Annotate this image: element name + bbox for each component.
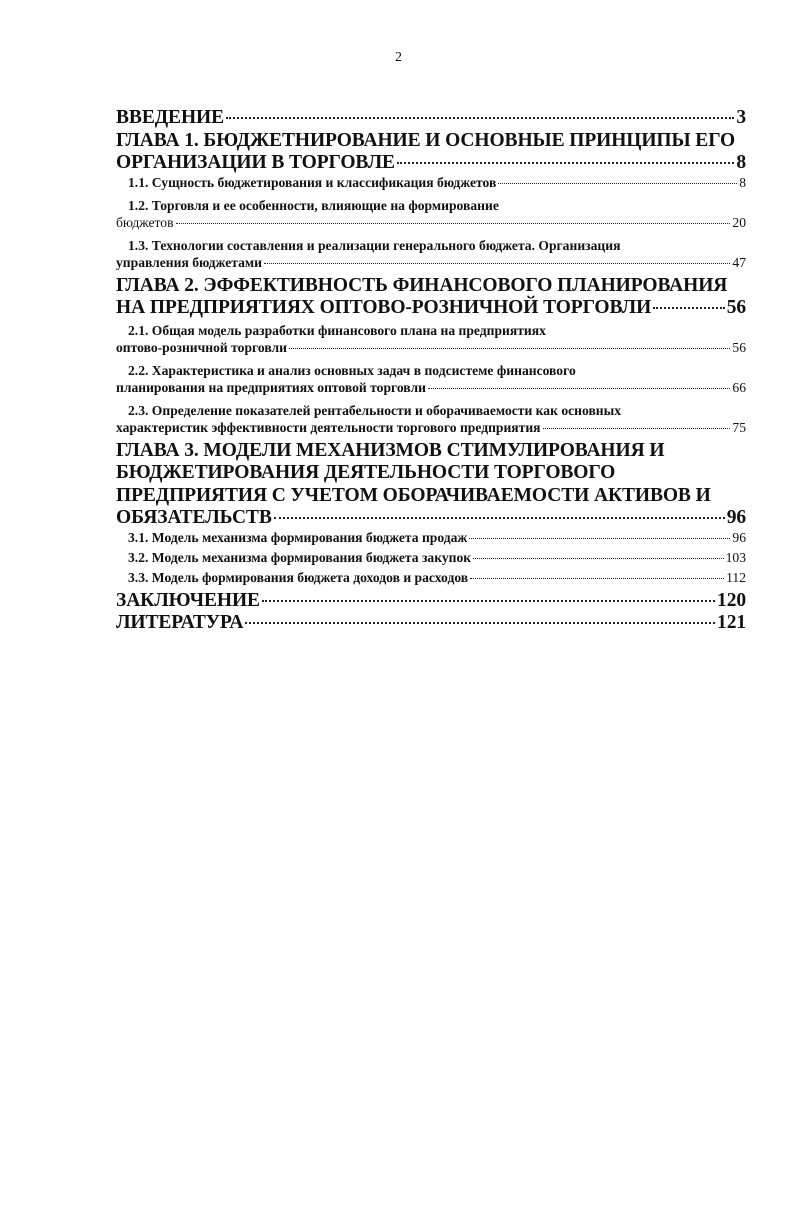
toc-entry-section-2-3[interactable] [116, 401, 746, 441]
toc-line [116, 153, 746, 176]
toc-entry-section-3-1[interactable] [116, 531, 746, 551]
toc-entry-title: 1.1. Сущность бюджетирования и классификация бюджетов [128, 174, 497, 190]
toc-line [128, 321, 746, 341]
toc-page-number: 103 [725, 549, 746, 565]
dot-leader [428, 388, 730, 389]
toc-page-number: 75 [732, 419, 746, 435]
dot-leader [245, 622, 715, 624]
toc-entry-literature[interactable] [116, 613, 746, 636]
dot-leader [473, 558, 723, 559]
toc-line [116, 381, 746, 401]
toc-entry-title: ОБЯЗАТЕЛЬСТВ [116, 507, 272, 528]
dot-leader [262, 600, 715, 602]
dot-leader [289, 348, 730, 349]
toc-entry-section-1-2[interactable] [116, 196, 746, 236]
toc-entry-conclusion[interactable] [116, 591, 746, 614]
toc-line [128, 571, 746, 591]
toc-line [116, 131, 746, 154]
dot-leader [397, 162, 734, 164]
toc-entry-title: НА ПРЕДПРИЯТИЯХ ОПТОВО-РОЗНИЧНОЙ ТОРГОВЛИ [116, 297, 652, 318]
toc-entry-title: ГЛАВА 3. МОДЕЛИ МЕХАНИЗМОВ СТИМУЛИРОВАНИЯ И [116, 439, 665, 461]
toc-entry-title: характеристик эффективности деятельности торгового предприятия [116, 419, 541, 435]
toc-entry-title: ЗАКЛЮЧЕНИЕ [116, 589, 260, 611]
toc-line [128, 236, 746, 256]
toc-entry-section-1-1[interactable] [116, 176, 746, 196]
toc-line [116, 486, 746, 509]
toc-entry-title: ПРЕДПРИЯТИЯ С УЧЕТОМ ОБОРАЧИВАЕМОСТИ АКТИВОВ И [116, 484, 711, 506]
dot-leader [264, 263, 730, 264]
toc-line [128, 361, 746, 381]
toc-entry-title: планирования на предприятиях оптовой торговли [116, 379, 426, 395]
dot-leader [226, 117, 734, 119]
table-of-contents [116, 108, 746, 636]
toc-line [128, 401, 746, 421]
toc-line [128, 176, 746, 196]
toc-entry-chapter-2[interactable] [116, 276, 746, 321]
toc-entry-title: 1.3. Технологии составления и реализации генерального бюджета. Организация [128, 237, 621, 253]
toc-entry-section-3-3[interactable] [116, 571, 746, 591]
toc-line [116, 463, 746, 486]
dot-leader [469, 538, 730, 539]
toc-page-number: 96 [732, 529, 746, 545]
toc-line [116, 421, 746, 441]
dot-leader [653, 307, 725, 309]
toc-page-number: 56 [726, 297, 746, 318]
toc-entry-title: ВВЕДЕНИЕ [116, 107, 224, 128]
toc-page-number: 8 [736, 152, 746, 173]
toc-entry-title: 2.3. Определение показателей рентабельности и оборачиваемости как основных [128, 402, 622, 418]
dot-leader [274, 517, 725, 519]
toc-page-number: 121 [717, 612, 746, 633]
toc-line [116, 256, 746, 276]
toc-line [128, 196, 746, 216]
toc-entry-section-1-3[interactable] [116, 236, 746, 276]
dot-leader [498, 183, 737, 184]
dot-leader [543, 428, 731, 429]
toc-page-number: 96 [726, 507, 746, 528]
toc-entry-title: 2.1. Общая модель разработки финансового плана на предприятиях [128, 322, 546, 338]
toc-entry-section-2-1[interactable] [116, 321, 746, 361]
toc-entry-title: 3.3. Модель формирования бюджета доходов и расходов [128, 569, 469, 585]
toc-entry-title: ЛИТЕРАТУРА [116, 612, 244, 633]
toc-page-number: 66 [732, 379, 746, 395]
toc-line [116, 341, 746, 361]
dot-leader [176, 223, 731, 224]
toc-entry-title: ГЛАВА 2. ЭФФЕКТИВНОСТЬ ФИНАНСОВОГО ПЛАНИРОВАНИЯ [116, 274, 728, 296]
toc-line [116, 441, 746, 464]
toc-line [128, 551, 746, 571]
toc-page-number: 120 [717, 589, 746, 611]
toc-entry-chapter-1[interactable] [116, 131, 746, 176]
page-number: 2 [395, 50, 402, 65]
toc-line [116, 276, 746, 299]
toc-page-number: 8 [739, 174, 746, 190]
toc-entry-title: 1.2. Торговля и ее особенности, влияющие на формирование [128, 197, 499, 213]
toc-entry-title: БЮДЖЕТИРОВАНИЯ ДЕЯТЕЛЬНОСТИ ТОРГОВОГО [116, 462, 616, 483]
toc-line [116, 108, 746, 131]
toc-entry-title: управления бюджетами [116, 254, 262, 270]
toc-entry-title: оптово-розничной торговли [116, 339, 287, 355]
toc-line [128, 531, 746, 551]
toc-entry-section-3-2[interactable] [116, 551, 746, 571]
toc-page-number: 56 [732, 339, 746, 355]
toc-page-number: 112 [726, 569, 746, 585]
toc-page-number: 3 [736, 107, 746, 128]
toc-entry-title: ГЛАВА 1. БЮДЖЕТНИРОВАНИЕ И ОСНОВНЫЕ ПРИНЦИПЫ ЕГО [116, 129, 736, 151]
toc-entry-chapter-3[interactable] [116, 441, 746, 531]
toc-line [116, 591, 746, 614]
toc-entry-title: 2.2. Характеристика и анализ основных задач в подсистеме финансового [128, 362, 576, 378]
toc-line [116, 613, 746, 636]
toc-line [116, 298, 746, 321]
toc-page-number: 20 [732, 214, 746, 230]
toc-page-number: 47 [732, 254, 746, 270]
dot-leader [470, 578, 724, 579]
toc-entry-section-2-2[interactable] [116, 361, 746, 401]
toc-entry-title: ОРГАНИЗАЦИИ В ТОРГОВЛЕ [116, 152, 395, 173]
toc-line [116, 216, 746, 236]
toc-entry-intro[interactable] [116, 108, 746, 131]
toc-entry-title: бюджетов [116, 214, 174, 230]
toc-entry-title: 3.1. Модель механизма формирования бюджета продаж [128, 529, 468, 545]
toc-line [116, 508, 746, 531]
toc-entry-title: 3.2. Модель механизма формирования бюджета закупок [128, 549, 472, 565]
